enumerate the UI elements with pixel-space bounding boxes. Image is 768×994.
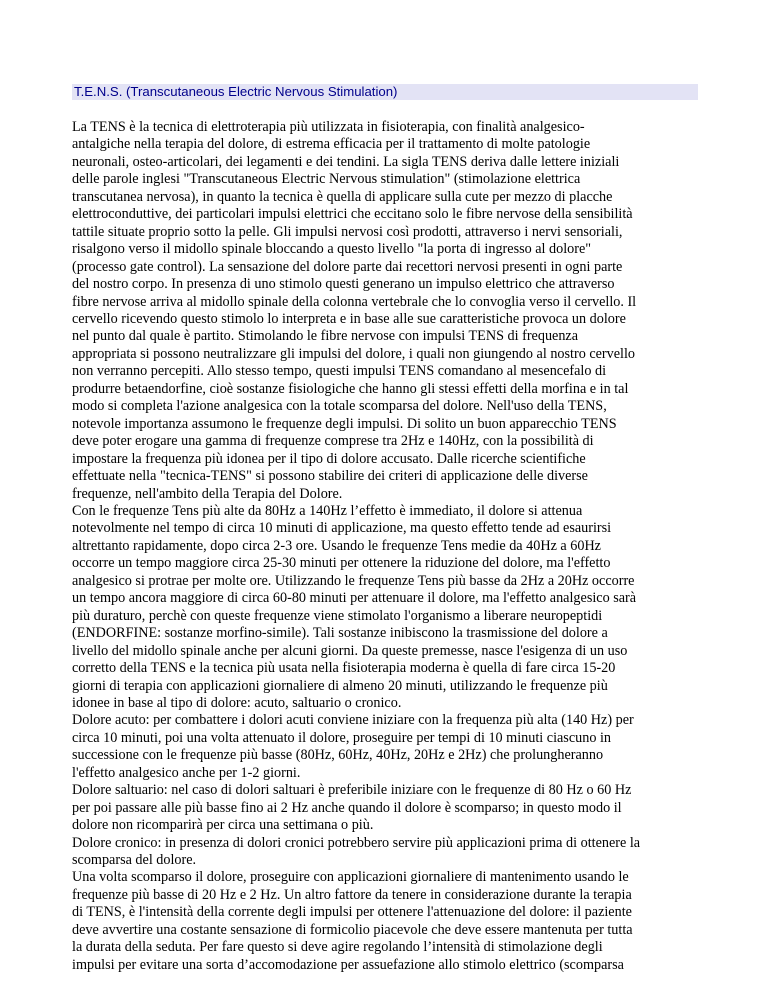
body-text-line: di TENS, è l'intensità della corrente degli impulsi per ottenere l'attenuazione del dolore: il paziente bbox=[72, 904, 632, 921]
body-text-line: circa 10 minuti, poi una volta attenuato il dolore, proseguire per tempi di 10 minuti ciascuno in bbox=[72, 729, 611, 746]
body-text-line: scomparsa del dolore. bbox=[72, 852, 197, 869]
body-text-line: elettroconduttive, dei particolari impulsi elettrici che eccitano solo le fibre nervose della sensibilità bbox=[72, 206, 633, 223]
body-text-line: un tempo ancora maggiore di circa 60-80 minuti per attenuare il dolore, ma l'effetto analgesico sarà bbox=[72, 590, 637, 607]
body-text-line: risalgono verso il midollo spinale bloccando a questo livello "la porta di ingresso al dolore" bbox=[72, 241, 592, 258]
body-text-line: idonee in base al tipo di dolore: acuto, saltuario o cronico. bbox=[72, 694, 402, 711]
body-text-line: non verranno percepiti. Allo stesso tempo, questi impulsi TENS comandano al mesencefalo di bbox=[72, 363, 607, 380]
document-page bbox=[72, 84, 698, 974]
body-text-line: antalgiche nella terapia del dolore, di estrema efficacia per il trattamento di molte patologie bbox=[72, 136, 591, 153]
body-text-line: appropriata si possono neutralizzare gli impulsi del dolore, i quali non giungendo al nostro cervello bbox=[72, 345, 636, 362]
body-text-line: l'effetto analgesico anche per 1-2 giorni. bbox=[72, 764, 301, 781]
body-text-line: tattile situate proprio sotto la pelle. Gli impulsi nervosi così prodotti, attraverso i nervi sensoriali, bbox=[72, 223, 623, 240]
body-text-line: notevolmente nel tempo di circa 10 minuti di applicazione, ma questo effetto tende ad esaurirsi bbox=[72, 520, 612, 537]
body-text-line: la durata della seduta. Per fare questo si deve agire regolando l’intensità di stimolazione degli bbox=[72, 939, 603, 956]
body-text-line: per poi passare alle più basse fino ai 2 Hz anche quando il dolore è scomparso; in questo modo il bbox=[72, 799, 622, 816]
body-text-line: più duraturo, perchè con queste frequenze viene stimolato l'organismo a liberare neuropeptidi bbox=[72, 607, 603, 624]
body-text-line: giorni di terapia con applicazioni giornaliere di almeno 20 minuti, utilizzando le frequenze più bbox=[72, 677, 608, 694]
body-text-line: deve avvertire una costante sensazione di formicolio piacevole che deve essere mantenuta per tutta bbox=[72, 921, 633, 938]
body-text-line: Una volta scomparso il dolore, proseguire con applicazioni giornaliere di mantenimento usando le bbox=[72, 869, 629, 886]
body-text-line: occorre un tempo maggiore circa 25-30 minuti per ottenere la riduzione del dolore, ma l'effetto bbox=[72, 555, 611, 572]
body-text-line: neuronali, osteo-articolari, dei legamenti e dei tendini. La sigla TENS deriva dalle lettere iniziali bbox=[72, 153, 620, 170]
body-text-line: La TENS è la tecnica di elettroterapia più utilizzata in fisioterapia, con finalità analgesico- bbox=[72, 119, 585, 135]
body-text-line: produrre betaendorfine, cioè sostanze fisiologiche che hanno gli stessi effetti della morfina e in tal bbox=[72, 380, 629, 397]
document-body bbox=[72, 119, 698, 974]
body-text-line: dolore non ricomparirà per circa una settimana o più. bbox=[72, 817, 374, 834]
document-title: T.E.N.S. (Transcutaneous Electric Nervous Stimulation) bbox=[72, 84, 698, 100]
body-text-line: corretto della TENS e la tecnica più usata nella fisioterapia moderna è quella di fare circa 15-20 bbox=[72, 660, 616, 677]
body-text-line: impulsi per evitare una sorta d’accomodazione per assuefazione allo stimolo elettrico (scomparsa bbox=[72, 956, 624, 973]
body-text-line: (ENDORFINE: sostanze morfino-simile). Tali sostanze inibiscono la trasmissione del dolore a bbox=[72, 625, 608, 642]
body-text-line: Con le frequenze Tens più alte da 80Hz a 140Hz l’effetto è immediato, il dolore si attenua bbox=[72, 502, 583, 519]
body-text-line: Dolore cronico: in presenza di dolori cronici potrebbero servire più applicazioni prima di ottenere la bbox=[72, 834, 641, 851]
body-text-line: livello del midollo spinale anche per alcuni giorni. Da queste premesse, nasce l'esigenza di un uso bbox=[72, 642, 628, 659]
body-text-line: notevole importanza assumono le frequenze degli impulsi. Di solito un buon apparecchio TENS bbox=[72, 415, 617, 432]
body-text-line: impostare la frequenza più idonea per il tipo di dolore accusato. Dalle ricerche scientifiche bbox=[72, 450, 586, 467]
body-text-line: analgesico si protrae per molte ore. Utilizzando le frequenze Tens più basse da 2Hz a 20Hz occorre bbox=[72, 572, 635, 589]
body-text-line: fibre nervose arriva al midollo spinale della colonna vertebrale che lo convoglia verso il cervello. Il bbox=[72, 293, 637, 310]
body-text-line: effettuate nella "tecnica-TENS" si possono stabilire dei criteri di applicazione delle diverse bbox=[72, 468, 588, 485]
body-text-line: successione con le frequenze più basse (80Hz, 60Hz, 40Hz, 20Hz e 2Hz) che prolungheranno bbox=[72, 747, 604, 764]
body-text-line: cervello ricevendo questo stimolo lo interpreta e in base alle sue caratteristiche provoca un dolore bbox=[72, 310, 626, 327]
body-text-line: deve poter erogare una gamma di frequenze comprese tra 2Hz e 140Hz, con la possibilità di bbox=[72, 433, 594, 450]
body-text-line: Dolore saltuario: nel caso di dolori saltuari è preferibile iniziare con le frequenze di 80 Hz o 60 Hz bbox=[72, 782, 632, 799]
body-text-line: Dolore acuto: per combattere i dolori acuti conviene iniziare con la frequenza più alta (140 Hz) per bbox=[72, 712, 634, 729]
body-text-line: nel punto dal quale è partito. Stimolando le fibre nervose con impulsi TENS di frequenza bbox=[72, 328, 579, 345]
body-text-line: frequenze più basse di 20 Hz e 2 Hz. Un altro fattore da tenere in considerazione durante la terapia bbox=[72, 886, 632, 903]
body-text-line: transcutanea nervosa), in quanto la tecnica è quella di applicare sulla cute per mezzo di placche bbox=[72, 188, 613, 205]
body-text-line: delle parole inglesi "Transcutaneous Electric Nervous stimulation" (stimolazione elettrica bbox=[72, 171, 581, 188]
body-text-line: modo si completa l'azione analgesica con la totale scomparsa del dolore. Nell'uso della TENS, bbox=[72, 398, 607, 415]
body-text-line: frequenze, nell'ambito della Terapia del Dolore. bbox=[72, 485, 343, 502]
body-text-line: del nostro corpo. In presenza di uno stimolo questi generano un impulso elettrico che attraverso bbox=[72, 276, 615, 293]
body-text-line: (processo gate control). La sensazione del dolore parte dai recettori nervosi presenti in ogni parte bbox=[72, 258, 623, 275]
body-text-line: altrettanto rapidamente, dopo circa 2-3 ore. Usando le frequenze Tens medie da 40Hz a 60Hz bbox=[72, 537, 601, 554]
